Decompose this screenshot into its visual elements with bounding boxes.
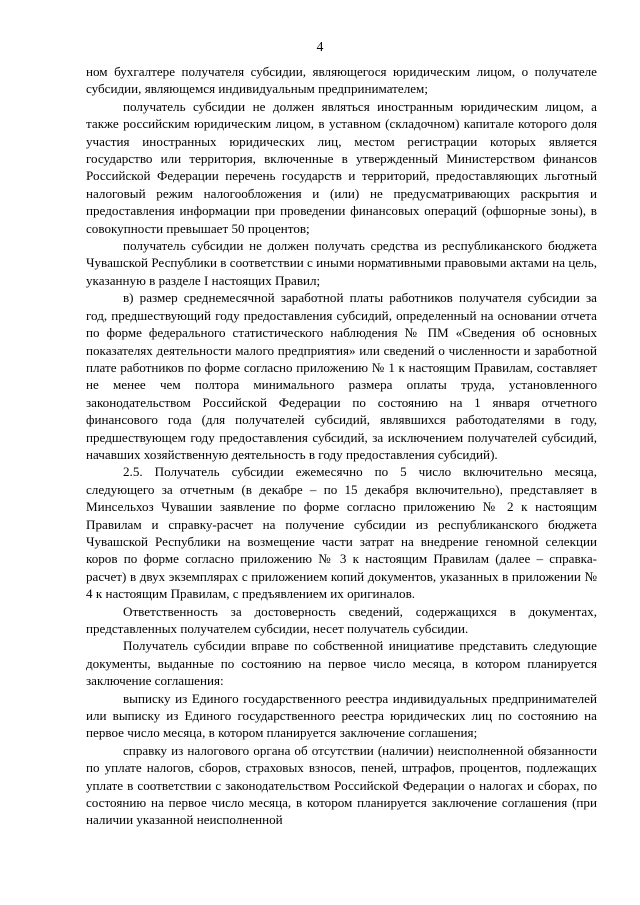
- paragraph-8: выписку из Единого государственного реестра индивидуальных предпринимателей или выписку из Единого государственного реестра юридических лиц по состоянию на первое число месяца, в котором планируется заключение соглашения;: [86, 690, 597, 741]
- document-body: [86, 63, 597, 829]
- paragraph-2: получатель субсидии не должен являться иностранным юридическим лицом, а также российским юридическим лицом, в уставном (складочном) капитале которого доля участия иностранных юридических лиц, местом регистрации которых является государство или территория, включенные в утвержденный Министерством финансов Российской Федерации перечень государств и территорий, предоставляющих льготный налоговый режим налогообложения и (или) не предусматривающих раскрытия и предоставления информации при проведении финансовых операций (офшорные зоны), в совокупности превышает 50 процентов;: [86, 98, 597, 236]
- paragraph-7: Получатель субсидии вправе по собственной инициативе представить следующие документы, выданные по состоянию на первое число месяца, в котором планируется заключение соглашения:: [86, 638, 597, 689]
- paragraph-1: ном бухгалтере получателя субсидии, являющегося юридическим лицом, о получателе субсидии, являющемся индивидуальным предпринимателем;: [86, 64, 597, 97]
- page-number: 4: [316, 39, 324, 54]
- paragraph-5: 2.5. Получатель субсидии ежемесячно по 5 число включительно месяца, следующего за отчетным (в декабре – по 15 декабря включительно), представляет в Минсельхоз Чувашии заявление по форме согласно приложению № 2 к настоящим Правилам и справку-расчет на получение субсидии из республиканского бюджета Чувашской Республики на возмещение части затрат на внедрение геномной селекции коров по форме согласно приложению № 3 к настоящим Правилам (далее – справка-расчет) в двух экземплярах с приложением копий документов, указанных в приложении № 4 к настоящим Правилам, с предъявлением их оригиналов.: [86, 464, 597, 602]
- paragraph-6: Ответственность за достоверность сведений, содержащихся в документах, представленных получателем субсидии, несет получатель субсидии.: [86, 603, 597, 636]
- paragraph-4: в) размер среднемесячной заработной платы работников получателя субсидии за год, предшествующий году предоставления субсидий, определенный на основании отчета по форме федерального статистического наблюдения № ПМ «Сведения об основных показателях деятельности малого предприятия» или сведений о численности и заработной плате работников по форме согласно приложению № 1 к настоящим Правилам, составляет не менее чем полтора минимального размера оплаты труда, установленного законодательством Российской Федерации по состоянию на 1 января отчетного финансового года (для получателей субсидий, являвшихся работодателями в году, предшествующем году предоставления субсидий, за исключением получателей субсидий, начавших хозяйственную деятельность в году предоставления субсидий).: [86, 290, 597, 462]
- paragraph-9: справку из налогового органа об отсутствии (наличии) неисполненной обязанности по уплате налогов, сборов, страховых взносов, пеней, штрафов, процентов, подлежащих уплате в соответствии с законодательством Российской Федерации о налогах и сборах, по состоянию на первое число месяца, в котором планируется заключение соглашения (при наличии указанной неисполненной: [86, 742, 597, 828]
- paragraph-3: получатель субсидии не должен получать средства из республиканского бюджета Чувашской Республики в соответствии с иными нормативными правовыми актами на цель, указанную в разделе I настоящих Правил;: [86, 238, 597, 288]
